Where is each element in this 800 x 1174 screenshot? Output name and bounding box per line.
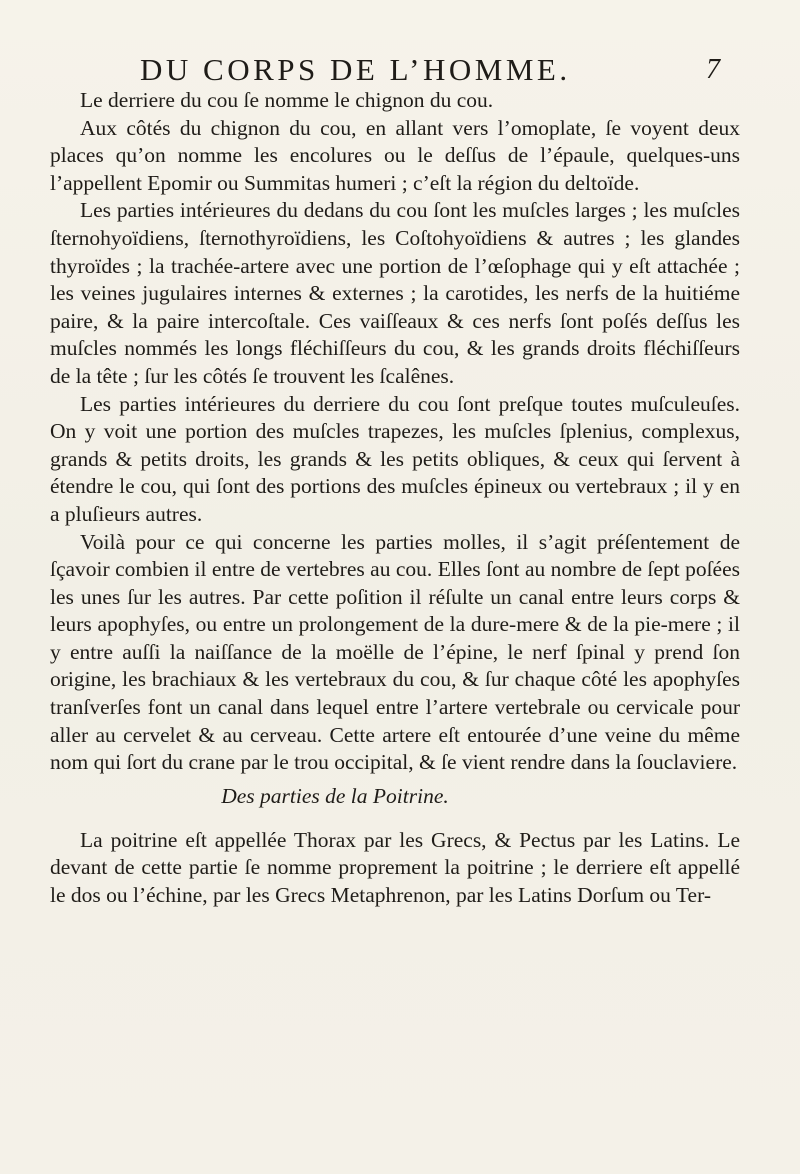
spacer <box>50 815 740 827</box>
section-heading-poitrine: Des parties de la Poitrine. <box>221 783 449 808</box>
paragraph-vertebrae: Voilà pour ce qui concerne les parties molles, il s’agit préſentement de ſçavoir combien il entre de vertebres au cou. Elles ſont au nombre de ſept poſées les unes ſur les autres. Par cette poſition il réſulte un canal entre leurs corps & leurs apophyſes, ou entre un prolongement de la dure-mere & de la pie-mere ; il y entre auſſi la naiſſance de la moëlle de l’épine, le nerf ſpinal y prend ſon origine, les brachiaux & les vertebraux du cou, & ſur chaque côté les apophyſes tranſverſes font un canal dans lequel entre l’artere vertebrale ou cervicale pour aller au cervelet & au cerveau. Cette artere eſt entourée d’une veine du même nom qui ſort du crane par le trou occipital, & ſe vient rendre dans la ſouclaviere. <box>50 529 740 775</box>
paragraph-interior-back: Les parties intérieures du derriere du cou ſont preſque toutes muſculeuſes. On y voit une portion des muſcles trapezes, les muſcles ſplenius, complexus, grands & petits droits, les grands & les petits obliques, & ceux qui ſervent à étendre le cou, qui ſont des portions des muſcles épineux ou vertebraux ; il y en a pluſieurs autres. <box>50 391 740 526</box>
paragraph-encolures: Aux côtés du chignon du cou, en allant vers l’omoplate, ſe voyent deux places qu’on nomme les encolures ou le deſſus de l’épaule, quelques-uns l’appellent Epomir ou Summitas humeri ; c’eſt la région du deltoïde. <box>50 115 740 195</box>
running-title: DU CORPS DE L’HOMME. <box>140 52 571 87</box>
body-text <box>50 87 740 910</box>
paragraph-chignon: Le derriere du cou ſe nomme le chignon du cou. <box>80 88 494 112</box>
paragraph-thorax: La poitrine eſt appellée Thorax par les Grecs, & Pectus par les Latins. Le devant de cette partie ſe nomme proprement la poitrine ; le derriere eſt appellé le dos ou l’échine, par les Grecs Metaphrenon, par les Latins Dorſum ou Ter- <box>50 827 740 908</box>
paragraph-interior-front: Les parties intérieures du dedans du cou ſont les muſcles larges ; les muſcles ſternohyoïdiens, ſternothyroïdiens, les Coſtohyoïdiens & autres ; les glandes thyroïdes ; la trachée-artere avec une portion de l’œſophage qui y eſt attachée ; les veines jugulaires internes & externes ; la carotides, les nerfs de la huitiéme paire, & la paire intercoſtale. Ces vaiſſeaux & ces nerfs ſont poſés deſſus les muſcles nommés les longs fléchiſſeurs du cou, & les grands droits fléchiſſeurs de la tête ; ſur les côtés ſe trouvent les ſcalênes. <box>50 198 740 388</box>
running-head <box>140 50 720 90</box>
page-number: 7 <box>706 54 720 85</box>
